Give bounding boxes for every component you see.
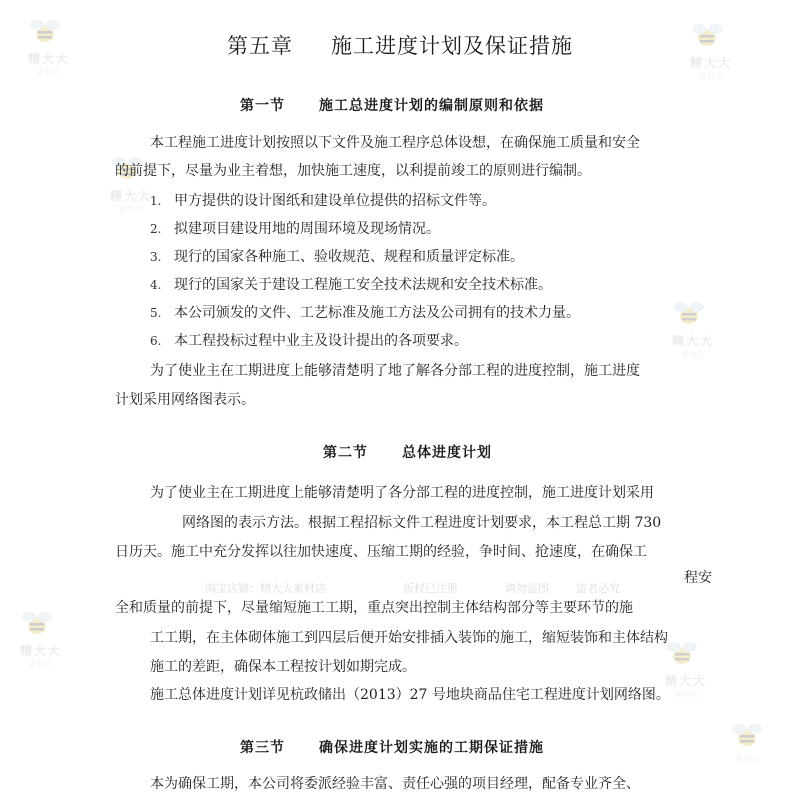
list-item <box>150 247 524 267</box>
section-1-intro-line: 本工程施工进度计划按照以下文件及施工程序总体设想，在确保施工质量和安全 <box>150 135 640 151</box>
section-2-number: 第二节 <box>323 445 368 461</box>
section-1-number: 第一节 <box>240 98 285 114</box>
list-item <box>150 275 552 295</box>
list-item-number: 6. <box>150 334 162 348</box>
section-3-line: 本为确保工期，本公司将委派经验丰富、责任心强的项目经理，配备专业齐全、 <box>150 776 640 792</box>
section-2-line: 施工总体进度计划详见杭政储出（2013）27 号地块商品住宅工程进度计划网络图。 <box>150 687 670 703</box>
list-item-number: 3. <box>150 250 162 264</box>
watermark-sub: 素材店 <box>735 755 759 764</box>
section-2-line: 程安 <box>684 570 712 586</box>
list-item-number: 5. <box>150 306 162 320</box>
bee-icon <box>665 640 699 668</box>
section-3-title: 确保进度计划实施的工期保证措施 <box>319 740 544 756</box>
watermark-brand: 精大大 <box>28 52 71 66</box>
section-1-heading <box>240 95 544 115</box>
list-item <box>150 219 440 239</box>
list-item-number: 2. <box>150 222 162 236</box>
watermark-strip-shop: 淘宝店铺：精大大素材店 <box>205 582 326 595</box>
watermark-strip-noncopy: 请勿盗图 <box>505 582 549 595</box>
section-2-line: 为了使业主在工期进度上能够清楚明了各分部工程的进度控制，施工进度计划采用 <box>150 485 654 501</box>
list-item-text: 本工程投标过程中业主及设计提出的各项要求。 <box>174 333 468 349</box>
watermark-strip-warning: 盗者必究 <box>576 582 620 595</box>
section-2-line: 工工期，在主体砌体施工到四层后便开始安排插入装饰的施工，缩短装饰和主体结构 <box>150 630 668 646</box>
watermark-brand: 精大大 <box>672 334 715 348</box>
section-1-outro-line: 为了使业主在工期进度上能够清楚明了地了解各分部工程的进度控制，施工进度 <box>150 363 640 379</box>
list-item <box>150 303 580 323</box>
list-item-number: 4. <box>150 278 162 292</box>
section-1-title: 施工总进度计划的编制原则和依据 <box>319 98 544 114</box>
section-2-line: 施工的差距，确保本工程按计划如期完成。 <box>150 659 416 675</box>
watermark-sub: 素材店 <box>674 690 698 699</box>
list-item-text: 现行的国家各种施工、验收规范、规程和质量评定标准。 <box>174 249 524 265</box>
list-item-text: 拟建项目建设用地的周围环境及现场情况。 <box>174 221 440 237</box>
section-3-heading <box>240 737 544 757</box>
watermark-brand: 精大大 <box>110 189 153 203</box>
section-1-outro-line: 计划采用网络图表示。 <box>115 392 255 408</box>
section-2-line: 网络图的表示方法。根据工程招标文件工程进度计划要求，本工程总工期 730 <box>182 515 662 531</box>
watermark-sub: 素材店 <box>699 72 723 81</box>
watermark-logo <box>20 610 62 670</box>
chapter-title: 施工进度计划及保证措施 <box>331 34 573 58</box>
list-item <box>150 331 468 351</box>
watermark-brand: 精大大 <box>20 644 63 658</box>
watermark-sub: 素材店 <box>37 68 61 77</box>
list-item-number: 1. <box>150 194 162 208</box>
section-2-title: 总体进度计划 <box>402 445 492 461</box>
section-1-intro-line: 的前提下，尽量为业主着想，加快施工速度，以利提前竣工的原则进行编制。 <box>115 163 591 179</box>
section-3-number: 第三节 <box>240 740 285 756</box>
watermark-sub: 素材店 <box>119 205 143 214</box>
watermark-logo <box>730 722 764 765</box>
chapter-number: 第五章 <box>227 34 293 58</box>
watermark-strip <box>205 580 620 596</box>
section-2-line: 日历天。施工中充分发挥以往加快速度、压缩工期的经验，争时间、抢速度，在确保工 <box>115 544 647 560</box>
list-item-text: 现行的国家关于建设工程施工安全技术法规和安全技术标准。 <box>174 277 552 293</box>
list-item-text: 本公司颁发的文件、工艺标准及施工方法及公司拥有的技术力量。 <box>174 305 580 321</box>
list-item-text: 甲方提供的设计图纸和建设单位提供的招标文件等。 <box>174 193 496 209</box>
bee-icon <box>730 722 764 750</box>
watermark-brand: 精大大 <box>690 56 733 70</box>
watermark-strip-copyright: 版权已注册 <box>403 582 458 595</box>
bee-icon <box>20 610 54 638</box>
watermark-logo <box>672 300 714 360</box>
section-2-line: 全和质量的前提下，尽量缩短施工工期，重点突出控制主体结构部分等主要环节的施 <box>115 600 633 616</box>
bee-icon <box>672 300 706 328</box>
list-item <box>150 191 496 211</box>
watermark-logo <box>665 640 707 700</box>
watermark-brand: 精大大 <box>665 674 708 688</box>
watermark-sub: 素材店 <box>681 350 705 359</box>
section-2-heading <box>323 442 492 462</box>
chapter-heading <box>0 30 800 60</box>
watermark-sub: 素材店 <box>29 660 53 669</box>
